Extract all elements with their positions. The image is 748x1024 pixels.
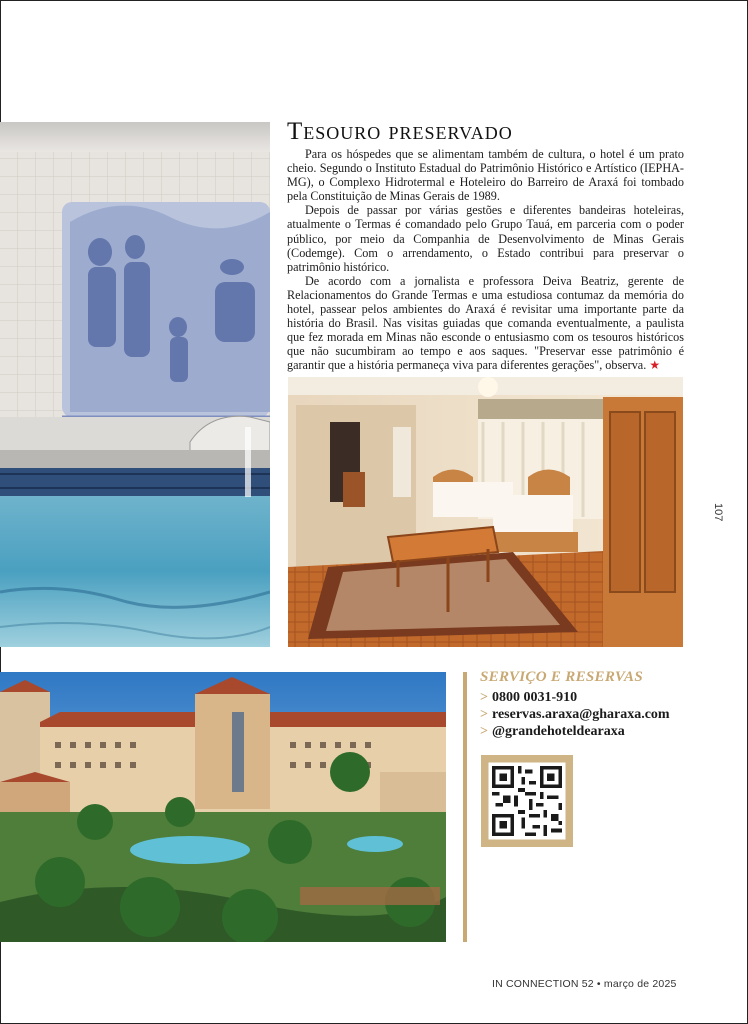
- page-number: 107: [712, 502, 724, 522]
- qr-code-icon[interactable]: [481, 755, 573, 847]
- article-paragraph: [287, 274, 684, 373]
- article-title: Tesouro preservado: [287, 118, 513, 145]
- email-link[interactable]: [480, 706, 670, 723]
- hotel-exterior-photo: [0, 672, 446, 942]
- page-footer: IN CONNECTION 52 • março de 2025: [492, 978, 677, 990]
- arrow-icon: >: [480, 724, 488, 739]
- gold-divider: [463, 672, 467, 942]
- email-address: reservas.araxa@gharaxa.com: [491, 707, 670, 722]
- article-paragraph-text: De acordo com a jornalista e professora Deiva Beatriz, gerente de Relacionamentos do Grande Termas e uma estudiosa contumaz da memória do hotel, passear pelos ambientes do Araxá é revisitar uma importante parte da história do Brasil. Nas visitas guiadas que comanda eventualmente, a paulista que fez morada em Minas não esconde o entusiasmo com os tesouros históricos que não sucumbiram ao tempo e aos saques. "Preservar esse patrimônio é garantir que a história permaneça viva para diferentes gerações", observa.: [287, 273, 684, 373]
- article-paragraph: Para os hóspedes que se alimentam também de cultura, o hotel é um prato cheio. Segundo o Instituto Estadual do Patrimônio Histórico e Artístico (IEPHA-MG), o Complexo Hidrotermal e Hoteleiro do Barreiro de Araxá foi tombado pela Constituição de Minas Gerais de 1989.: [287, 147, 684, 204]
- bedroom-photo: [288, 377, 683, 647]
- article-paragraph: Depois de passar por várias gestões e diferentes bandeiras hoteleiras, atualmente o Termas é comandado pelo Grupo Tauá, em parceria com o poder público, por meio da Companhia de Desenvolvimento de Minas Gerais (Codemge). Com o arrendamento, o Estado contribui para preservar o patrimônio histórico.: [287, 203, 684, 274]
- service-list: [480, 689, 670, 740]
- phone-number: 0800 0031-910: [491, 690, 578, 705]
- end-star-icon: ★: [649, 358, 661, 373]
- instagram-link[interactable]: [480, 723, 670, 740]
- service-heading: SERVIÇO E RESERVAS: [480, 669, 643, 685]
- phone-link[interactable]: [480, 689, 670, 706]
- arrow-icon: >: [480, 707, 488, 722]
- pool-azulejo-photo: [0, 122, 270, 647]
- article-body: [287, 147, 684, 373]
- arrow-icon: >: [480, 690, 488, 705]
- instagram-handle: @grandehoteldearaxa: [491, 724, 625, 739]
